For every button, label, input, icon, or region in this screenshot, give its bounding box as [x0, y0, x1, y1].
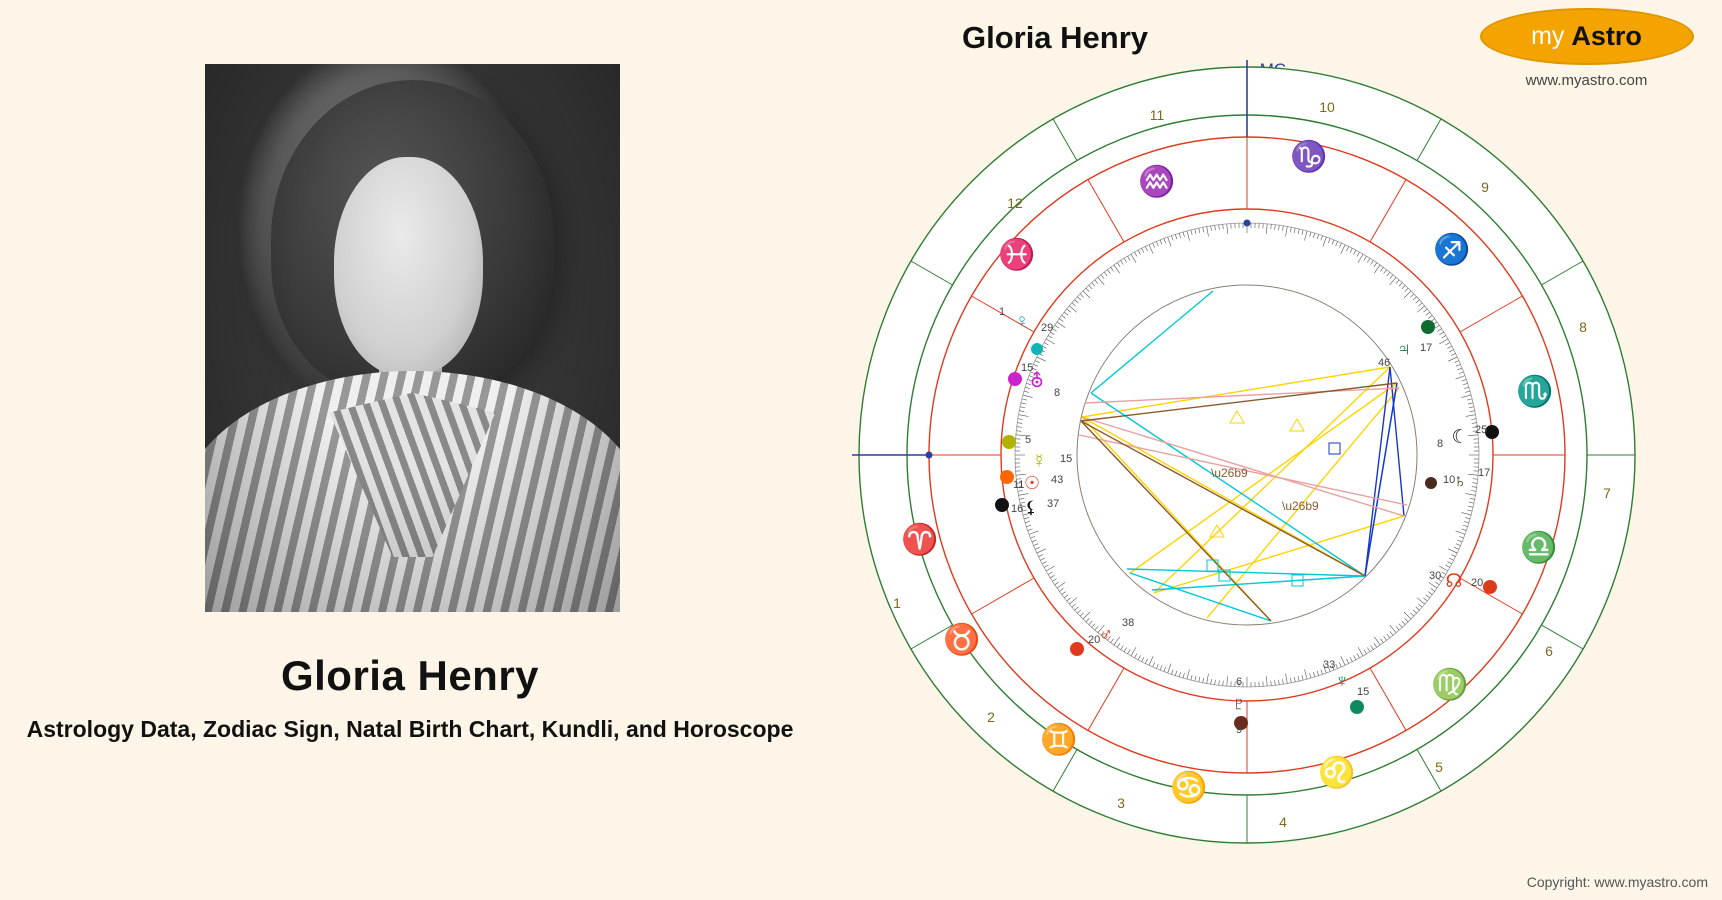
house-number-2: 2: [987, 709, 995, 725]
planet-deg-saturn: 10: [1443, 474, 1456, 486]
planet-dot-mars: [1070, 642, 1084, 656]
sign-glyph-taurus: ♉: [943, 623, 981, 657]
house-number-6: 6: [1545, 643, 1553, 659]
planet-glyph-neptune: ♆: [1334, 671, 1350, 692]
logo-pill: [1480, 8, 1694, 65]
logo-my-text: my: [1531, 22, 1565, 50]
planet-dot-chiron: [1002, 435, 1016, 449]
planet-min-north-node: 20: [1471, 577, 1484, 589]
planet-glyph-uranus: ⛢: [1030, 371, 1044, 392]
house-number-3: 3: [1117, 795, 1125, 811]
planet-min-uranus: 8: [1054, 387, 1061, 399]
sign-glyph-capricorn: ♑: [1290, 140, 1328, 174]
house-number-12: 12: [1007, 195, 1023, 211]
natal-chart-wheel[interactable]: [852, 60, 1642, 850]
planet-deg-chiron: 5: [1025, 434, 1032, 446]
logo-url: www.myastro.com: [1525, 72, 1648, 89]
planet-glyph-sun: ☉: [1023, 473, 1041, 493]
planet-glyph-jupiter: ♃: [1396, 339, 1412, 360]
sign-glyph-pisces: ♓: [998, 238, 1036, 272]
planet-glyph-mercury: ☿: [1031, 451, 1047, 472]
left-panel: [0, 0, 820, 900]
planet-dot-neptune: [1350, 700, 1364, 714]
planet-min-mars: 38: [1122, 617, 1135, 629]
planet-dot-venus: [1031, 343, 1043, 355]
planet-glyph-saturn: ♄: [1452, 471, 1468, 492]
planet-glyph-lilith: ⚸: [1024, 498, 1038, 517]
planet-deg-uranus: 15: [1021, 362, 1034, 374]
planet-deg-neptune: 33: [1323, 659, 1336, 671]
planet-deg-jupiter: 46: [1378, 357, 1391, 369]
planet-glyph-north-node: ☊: [1445, 571, 1463, 592]
planet-dot-north-node: [1483, 580, 1497, 594]
chart-title: Gloria Henry: [961, 20, 1149, 55]
wheel-svg: [852, 60, 1642, 850]
planet-deg-mars: 20: [1088, 634, 1101, 646]
planet-min-lilith: 37: [1047, 498, 1060, 510]
planet-min-sun: 43: [1051, 474, 1064, 486]
portrait-image: [205, 64, 620, 612]
sign-glyph-sagittarius: ♐: [1433, 233, 1471, 267]
sign-glyph-scorpio: ♏: [1516, 375, 1554, 409]
planet-dot-saturn: [1425, 477, 1437, 489]
sign-glyph-libra: ♎: [1520, 531, 1558, 565]
house-number-5: 5: [1435, 759, 1443, 775]
person-name: Gloria Henry: [280, 652, 540, 699]
planet-min-pluto: 9: [1235, 724, 1243, 736]
planet-glyph-venus: ♀: [1014, 311, 1030, 332]
planet-dot-jupiter: [1421, 320, 1435, 334]
planet-deg-lilith: 16: [1011, 503, 1024, 515]
planet-deg-moon: 8: [1437, 438, 1444, 450]
svg-text:\u26b9: \u26b9: [1282, 499, 1319, 513]
portrait-vignette: [205, 64, 620, 612]
planet-glyph-moon: ☾: [1451, 427, 1469, 448]
person-subtitle: Astrology Data, Zodiac Sign, Natal Birth Chart, Kundli, and Horoscope: [26, 716, 794, 742]
house-number-9: 9: [1481, 179, 1489, 195]
ascendant-point: [926, 452, 933, 459]
copyright-text: Copyright: www.myastro.com: [1526, 874, 1708, 890]
sign-glyph-leo: ♌: [1318, 756, 1356, 790]
house-number-4: 4: [1279, 814, 1287, 830]
planet-min-venus: 29: [1041, 322, 1054, 334]
planet-dot-uranus: [1008, 372, 1022, 386]
planet-deg-north-node: 30: [1429, 570, 1442, 582]
sign-glyph-aries: ♈: [901, 523, 939, 557]
planet-deg-pluto: 6: [1235, 676, 1243, 688]
planet-min-jupiter: 17: [1420, 342, 1433, 354]
svg-text:\u26b9: \u26b9: [1211, 466, 1248, 480]
house-number-11: 11: [1149, 107, 1165, 123]
planet-min-neptune: 15: [1357, 686, 1370, 698]
planet-deg-venus: 1: [999, 306, 1006, 318]
planet-glyph-mars: ♂: [1098, 625, 1114, 646]
planet-dot-lilith: [995, 498, 1009, 512]
planet-dot-sun: [1000, 470, 1014, 484]
sign-glyph-cancer: ♋: [1170, 771, 1208, 805]
logo-astro-text: Astro: [1571, 21, 1642, 51]
house-number-10: 10: [1319, 99, 1335, 115]
house-number-8: 8: [1579, 319, 1587, 335]
sign-glyph-aquarius: ♒: [1138, 165, 1176, 199]
planet-min-mercury: 15: [1060, 453, 1073, 465]
planet-glyph-pluto: ♇: [1231, 693, 1247, 715]
house-number-7: 7: [1603, 485, 1611, 501]
planet-min-moon: 25: [1475, 424, 1488, 436]
planet-deg-sun: 11: [1013, 479, 1025, 491]
portrait-photo: [205, 64, 620, 612]
sign-glyph-virgo: ♍: [1431, 668, 1469, 702]
house-number-1: 1: [893, 595, 901, 611]
sign-glyph-gemini: ♊: [1040, 723, 1078, 757]
planet-min-saturn: 17: [1478, 467, 1491, 479]
